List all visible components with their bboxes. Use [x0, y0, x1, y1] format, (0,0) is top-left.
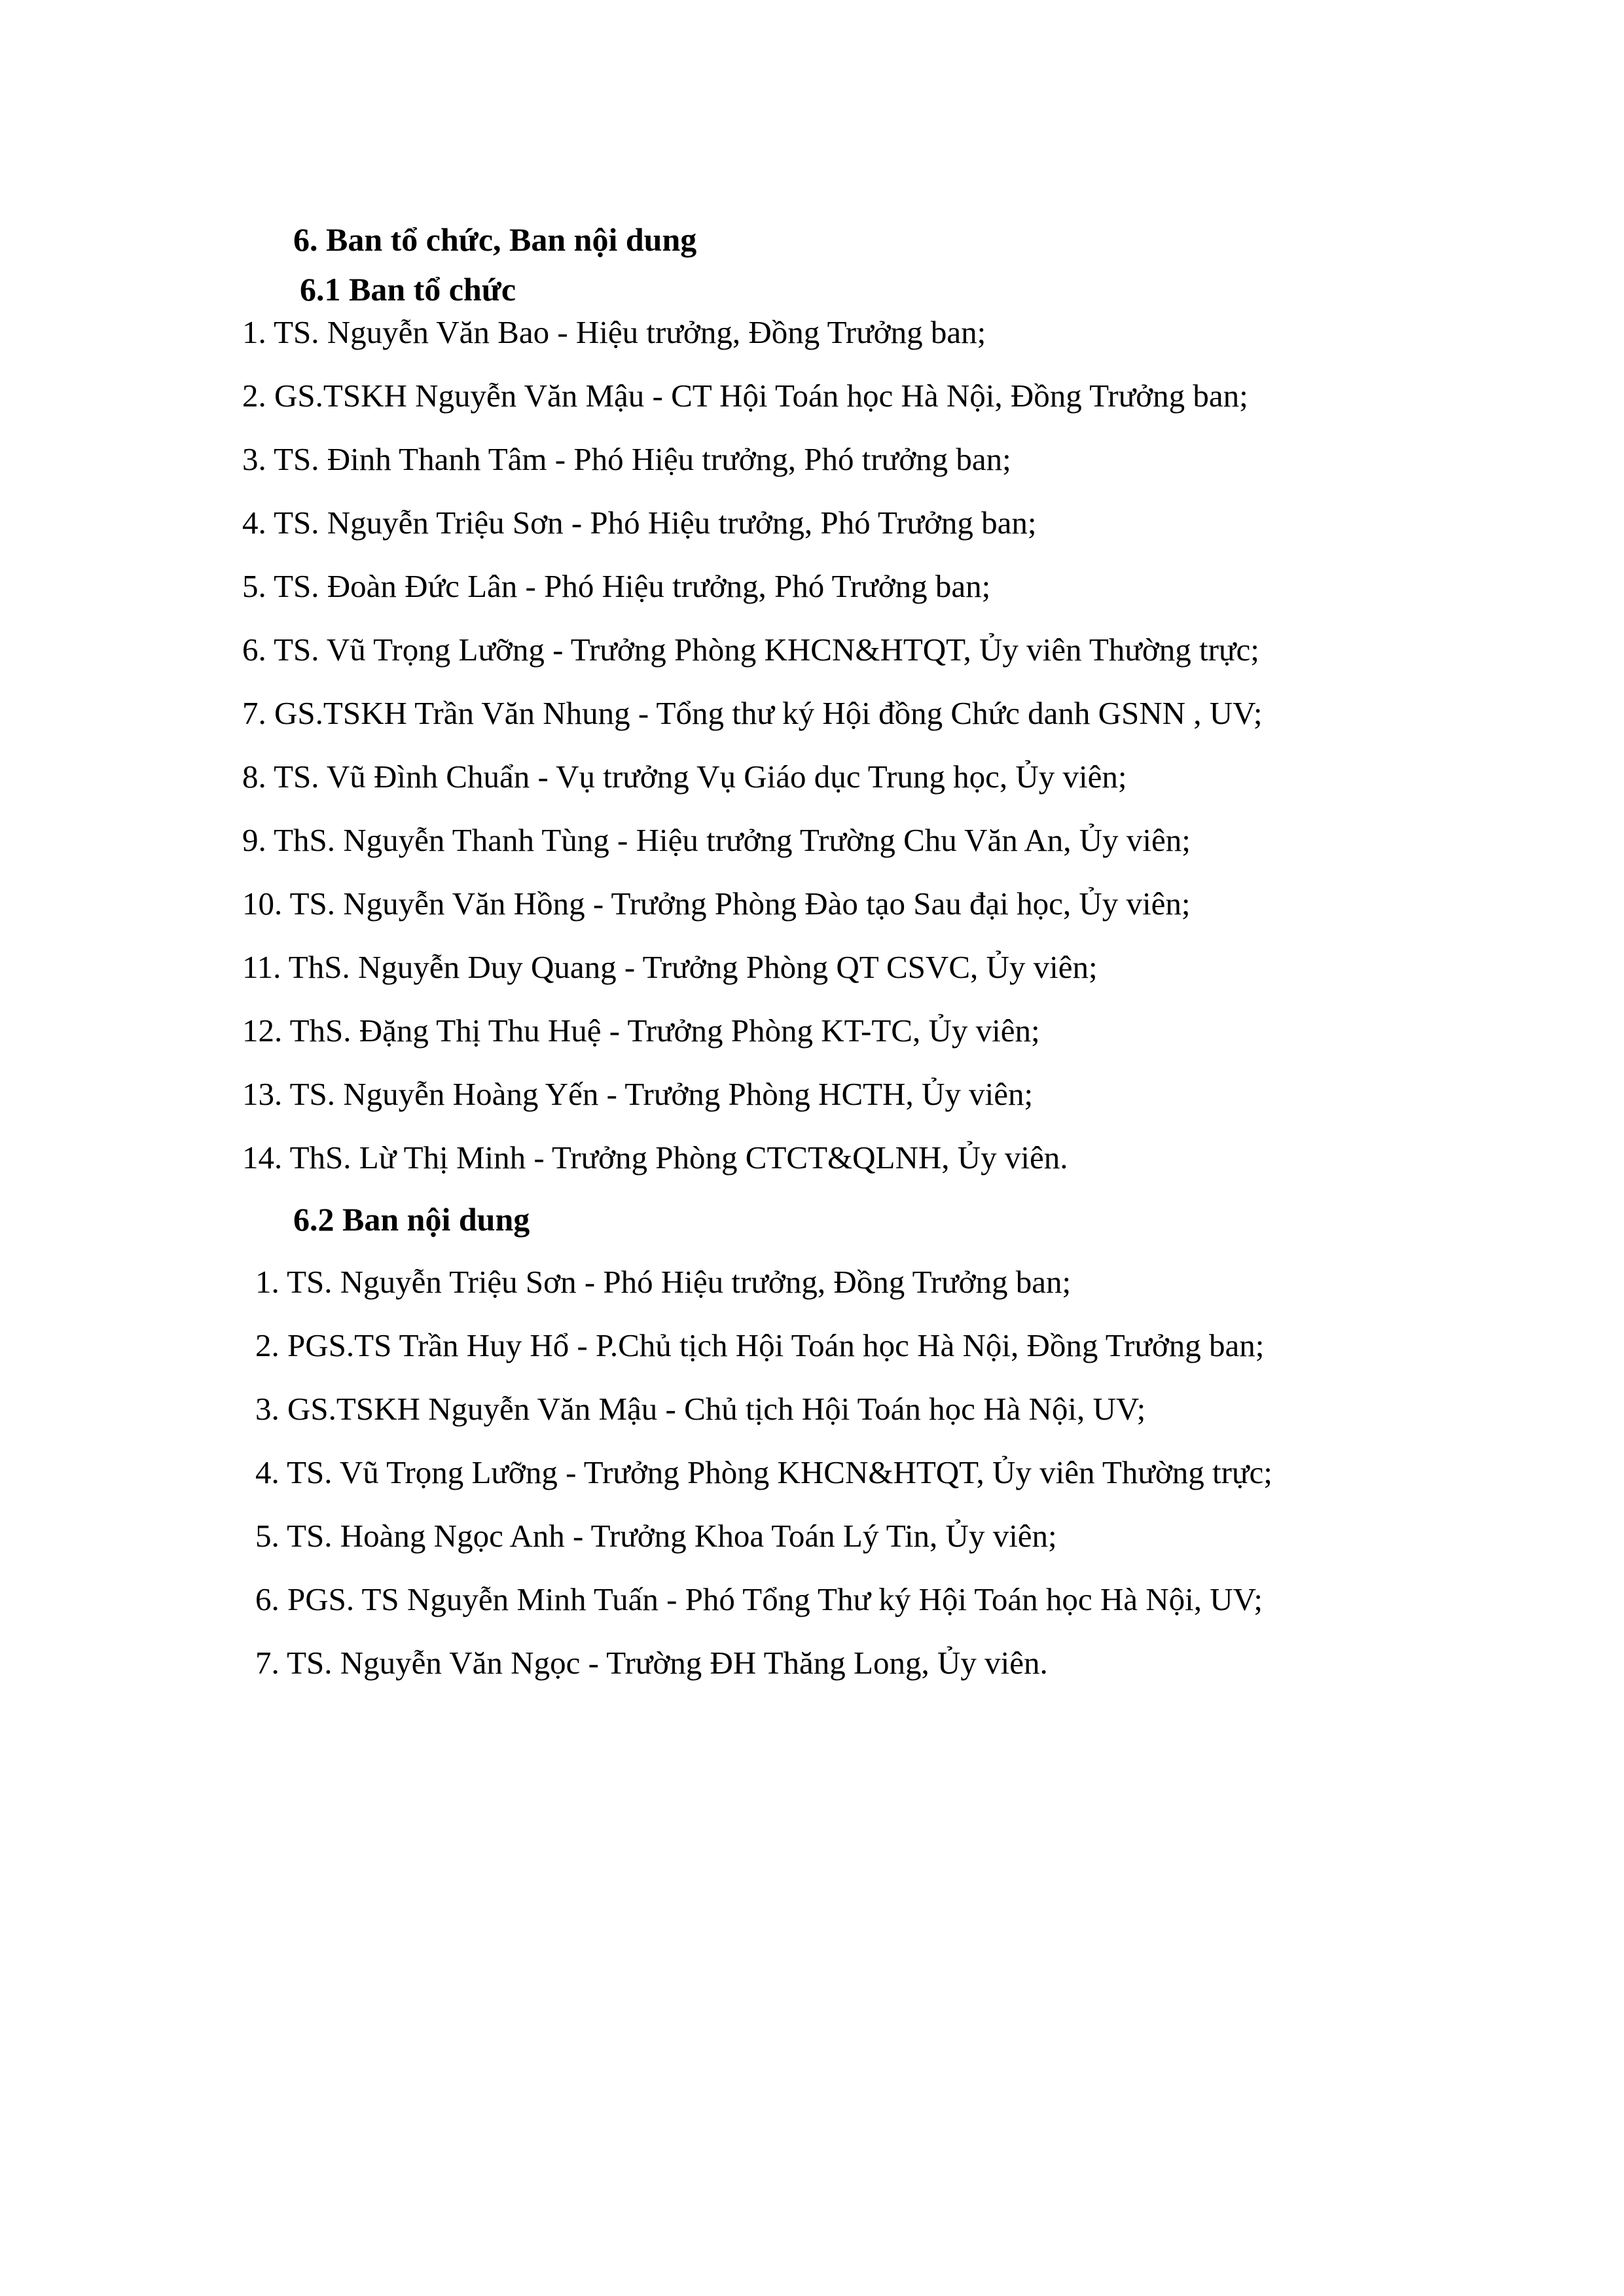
org-member-item: 5. TS. Đoàn Đức Lân - Phó Hiệu trưởng, Phó Trưởng ban;	[242, 568, 991, 604]
org-committee-title: 6.1 Ban tổ chức	[300, 271, 516, 308]
org-member-item: 4. TS. Nguyễn Triệu Sơn - Phó Hiệu trưởng, Phó Trưởng ban;	[242, 505, 1037, 541]
org-member-item: 10. TS. Nguyễn Văn Hồng - Trưởng Phòng Đào tạo Sau đại học, Ủy viên;	[242, 886, 1191, 922]
org-member-item: 2. GS.TSKH Nguyễn Văn Mậu - CT Hội Toán học Hà Nội, Đồng Trưởng ban;	[242, 378, 1248, 414]
content-member-item: 7. TS. Nguyễn Văn Ngọc - Trường ĐH Thăng Long, Ủy viên.	[255, 1645, 1048, 1681]
org-member-item: 11. ThS. Nguyễn Duy Quang - Trưởng Phòng QT CSVC, Ủy viên;	[242, 949, 1098, 985]
org-member-item: 14. ThS. Lừ Thị Minh - Trưởng Phòng CTCT&QLNH, Ủy viên.	[242, 1139, 1068, 1175]
org-member-item: 6. TS. Vũ Trọng Lưỡng - Trưởng Phòng KHCN&HTQT, Ủy viên Thường trực;	[242, 632, 1259, 668]
section-title: 6. Ban tổ chức, Ban nội dung	[293, 221, 697, 258]
content-committee-title: 6.2 Ban nội dung	[293, 1201, 530, 1238]
content-member-item: 5. TS. Hoàng Ngọc Anh - Trưởng Khoa Toán Lý Tin, Ủy viên;	[255, 1518, 1057, 1554]
org-member-item: 12. ThS. Đặng Thị Thu Huệ - Trưởng Phòng KT-TC, Ủy viên;	[242, 1013, 1040, 1049]
org-member-item: 1. TS. Nguyễn Văn Bao - Hiệu trưởng, Đồng Trưởng ban;	[242, 314, 986, 350]
org-member-item: 8. TS. Vũ Đình Chuẩn - Vụ trưởng Vụ Giáo dục Trung học, Ủy viên;	[242, 759, 1127, 795]
content-member-item: 6. PGS. TS Nguyễn Minh Tuấn - Phó Tổng Thư ký Hội Toán học Hà Nội, UV;	[255, 1581, 1263, 1617]
org-member-item: 7. GS.TSKH Trần Văn Nhung - Tổng thư ký Hội đồng Chức danh GSNN , UV;	[242, 695, 1263, 731]
content-member-item: 2. PGS.TS Trần Huy Hổ - P.Chủ tịch Hội Toán học Hà Nội, Đồng Trưởng ban;	[255, 1327, 1265, 1363]
content-member-item: 1. TS. Nguyễn Triệu Sơn - Phó Hiệu trưởng, Đồng Trưởng ban;	[255, 1264, 1072, 1300]
content-member-item: 3. GS.TSKH Nguyễn Văn Mậu - Chủ tịch Hội Toán học Hà Nội, UV;	[255, 1391, 1146, 1427]
org-member-item: 9. ThS. Nguyễn Thanh Tùng - Hiệu trưởng Trường Chu Văn An, Ủy viên;	[242, 822, 1191, 858]
org-member-item: 3. TS. Đinh Thanh Tâm - Phó Hiệu trưởng, Phó trưởng ban;	[242, 441, 1011, 477]
org-member-item: 13. TS. Nguyễn Hoàng Yến - Trưởng Phòng HCTH, Ủy viên;	[242, 1076, 1034, 1112]
content-member-item: 4. TS. Vũ Trọng Lưỡng - Trưởng Phòng KHCN&HTQT, Ủy viên Thường trực;	[255, 1454, 1272, 1490]
